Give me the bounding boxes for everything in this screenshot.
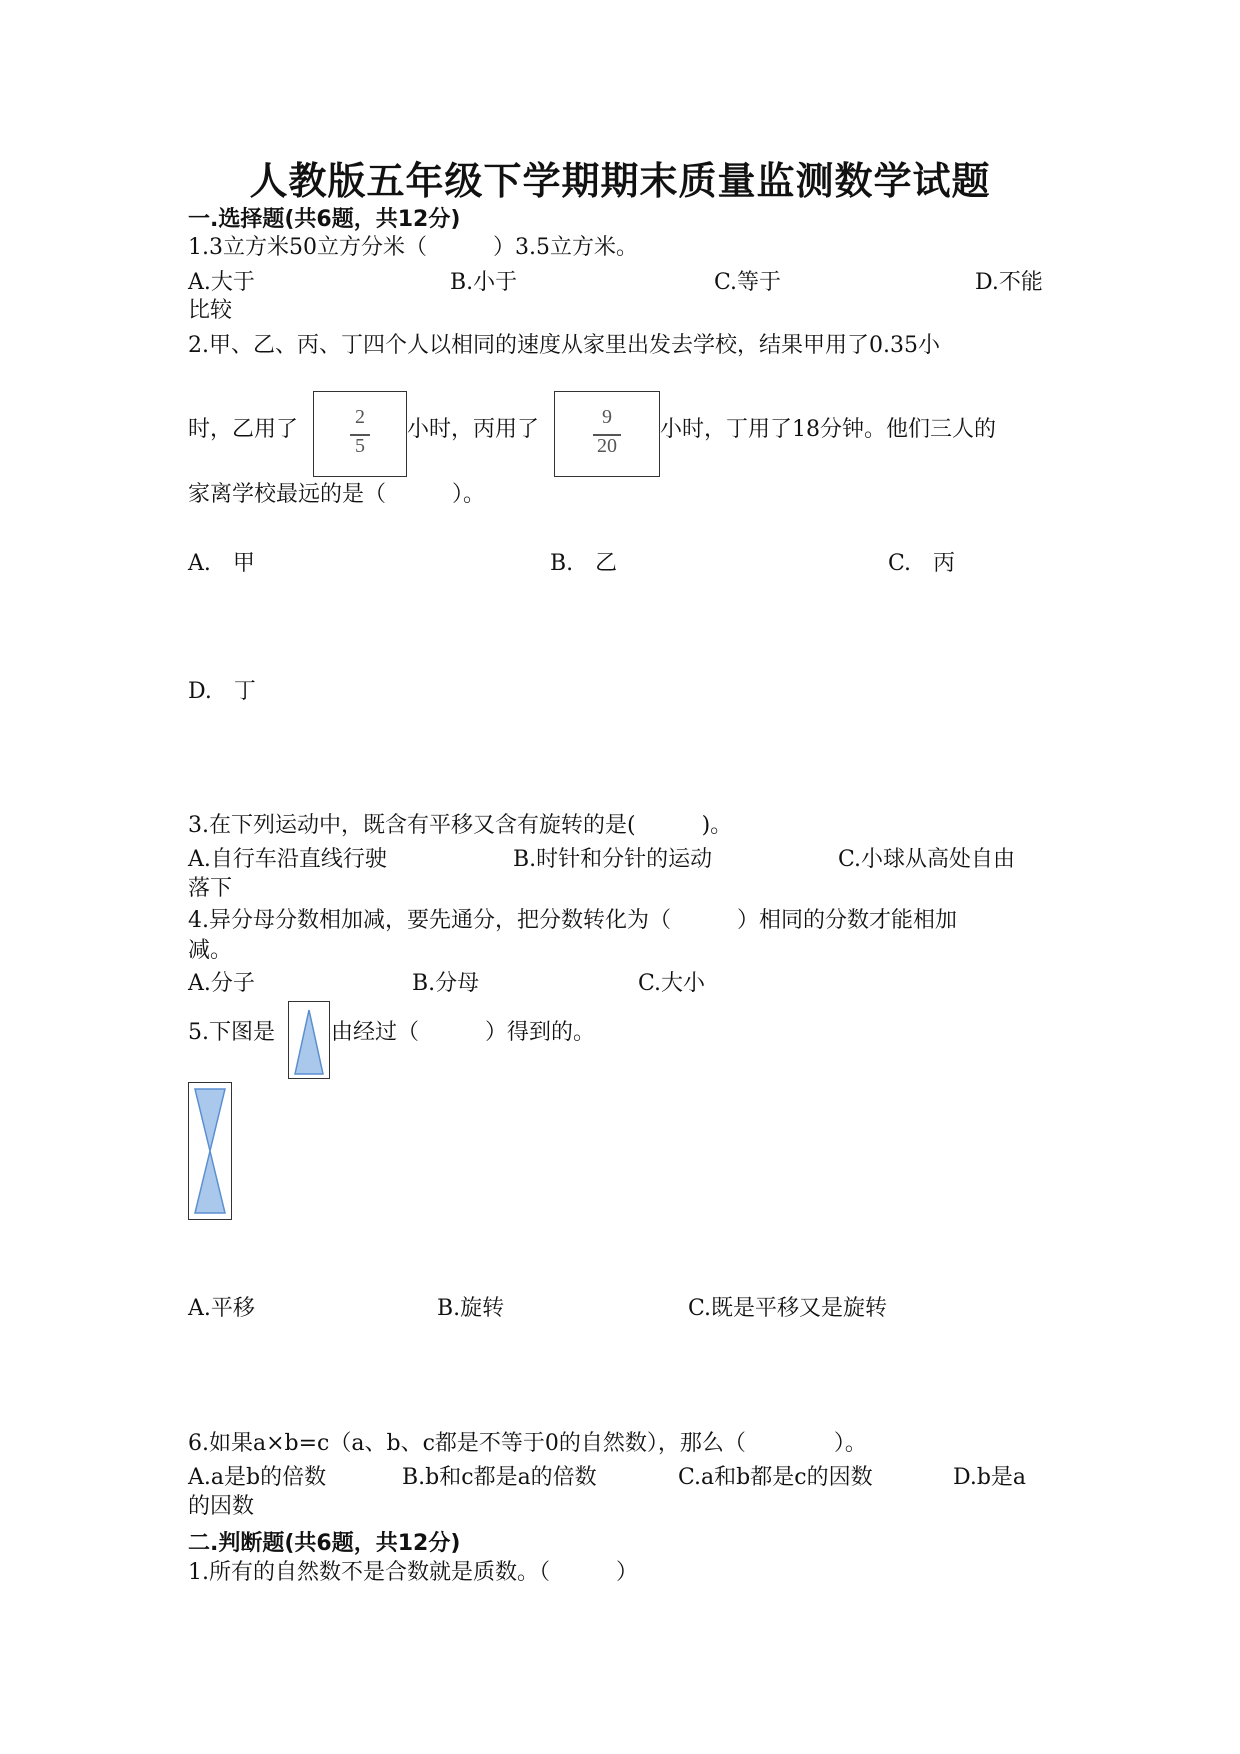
question-6-option-d[interactable]: D.b是a: [953, 1465, 1027, 1490]
question-5-seg-1: 5.下图是: [188, 1020, 275, 1045]
question-6-stem: 6.如果a×b=c（a、b、c都是不等于0的自然数），那么（ ）。: [188, 1431, 867, 1456]
fraction-numerator: 9: [602, 406, 612, 428]
question-1-option-d-cont: 比较: [188, 298, 233, 323]
question-1-option-d[interactable]: D.不能: [975, 270, 1043, 295]
fraction-numerator: 2: [355, 406, 365, 428]
section-heading-judge: 二.判断题(共6题，共12分): [188, 1531, 461, 1556]
question-4-line-2: 减。: [188, 938, 233, 963]
question-4-option-a[interactable]: A.分子: [188, 971, 255, 996]
question-5-option-c[interactable]: C.既是平移又是旋转: [688, 1296, 888, 1321]
question-3-stem: 3.在下列运动中，既含有平移又含有旋转的是( )。: [188, 813, 733, 838]
fraction-image-9-20: [554, 391, 660, 477]
question-3-option-c[interactable]: C.小球从高处自由: [838, 847, 1016, 872]
question-3-option-a[interactable]: A.自行车沿直线行驶: [188, 847, 387, 872]
section-heading-choice: 一.选择题(共6题，共12分): [188, 207, 461, 232]
question-2-option-a[interactable]: A. 甲: [188, 551, 255, 576]
fraction-denominator: 5: [355, 435, 365, 457]
fraction-image-2-5: [313, 391, 407, 477]
question-2-line-3: 家离学校最远的是（ ）。: [188, 482, 486, 507]
question-3-option-b[interactable]: B.时针和分针的运动: [513, 847, 713, 872]
question-6-option-a[interactable]: A.a是b的倍数: [188, 1465, 327, 1490]
question-1-stem: 1.3立方米50立方分米（ ）3.5立方米。: [188, 235, 638, 260]
question-2-seg-3: 小时，丁用了18分钟。他们三人的: [660, 417, 996, 442]
question-1-option-b[interactable]: B.小于: [450, 270, 518, 295]
question-3-option-c-cont: 落下: [188, 876, 233, 901]
question-4-line-1: 4.异分母分数相加减，要先通分，把分数转化为（ ）相同的分数才能相加: [188, 908, 957, 933]
question-2-seg-1: 时，乙用了: [188, 417, 299, 442]
question-5-option-b[interactable]: B.旋转: [437, 1296, 505, 1321]
judge-question-1: 1.所有的自然数不是合数就是质数。（ ）: [188, 1560, 638, 1585]
question-1-option-a[interactable]: A.大于: [188, 270, 255, 295]
question-6-option-c[interactable]: C.a和b都是c的因数: [678, 1465, 873, 1490]
question-2-line-1: 2.甲、乙、丙、丁四个人以相同的速度从家里出发去学校，结果甲用了0.35小: [188, 333, 940, 358]
triangle-figure: [288, 1001, 330, 1079]
question-4-option-c[interactable]: C.大小: [638, 971, 706, 996]
question-2-option-c[interactable]: C. 丙: [888, 551, 956, 576]
question-6-option-b[interactable]: B.b和c都是a的倍数: [402, 1465, 597, 1490]
question-5-option-a[interactable]: A.平移: [188, 1296, 255, 1321]
question-2-seg-2: 小时，丙用了: [407, 417, 540, 442]
question-4-option-b[interactable]: B.分母: [412, 971, 480, 996]
question-2-option-b[interactable]: B. 乙: [550, 551, 618, 576]
fraction-denominator: 20: [597, 435, 617, 457]
question-5-seg-2: 由经过（ ）得到的。: [331, 1020, 596, 1045]
page-title: 人教版五年级下学期期末质量监测数学试题: [249, 159, 991, 203]
question-6-option-d-cont: 的因数: [188, 1494, 255, 1519]
question-2-option-d[interactable]: D. 丁: [188, 679, 256, 704]
hourglass-figure: [188, 1082, 232, 1220]
question-1-option-c[interactable]: C.等于: [714, 270, 782, 295]
